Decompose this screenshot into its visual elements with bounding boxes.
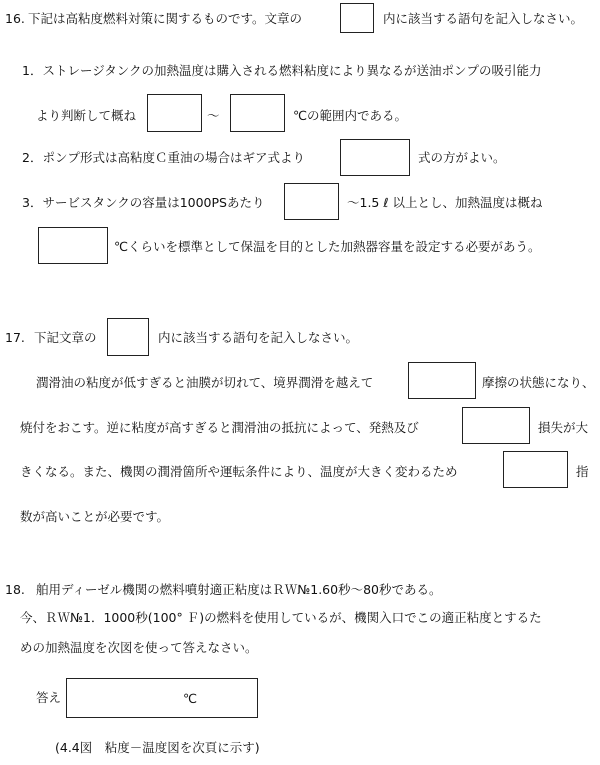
q18-figure-note: (4.4図 粘度－温度図を次頁に示す): [55, 740, 260, 755]
q17-number: 17.: [5, 330, 25, 345]
q16-item3-answer-box-1[interactable]: [284, 183, 339, 220]
q17-line2-pre: 焼付をおこす。逆に粘度が高すぎると潤滑油の抵抗によって、発熱及び: [20, 420, 419, 435]
q17-line3-post: 指: [576, 464, 589, 479]
q18-line1: 舶用ディーゼル機関の燃料噴射適正粘度はＲＷ№1.60秒～80秒である。: [36, 582, 442, 597]
q18-answer-box[interactable]: [66, 678, 258, 718]
q16-item2-answer-box[interactable]: [340, 139, 410, 176]
q17-answer-box-2[interactable]: [462, 407, 530, 444]
q16-item3-answer-box-2[interactable]: [38, 227, 108, 264]
q16-item3-line1-pre: 3．サービスタンクの容量は1000PSあたり: [22, 195, 265, 210]
q17-answer-box-3[interactable]: [503, 451, 568, 488]
q18-answer-unit: ℃: [183, 691, 198, 706]
q16-item1-line2-post: ℃の範囲内である。: [293, 108, 408, 123]
q18-answer-label: 答え: [36, 690, 62, 705]
q16-item3-line1-post: ～1.5 ℓ 以上とし、加熱温度は概ね: [347, 195, 543, 210]
q18-line2: 今、ＲＷ№1．1000秒(100° Ｆ)の燃料を使用しているが、機関入口でこの適正粘度とするた: [20, 610, 542, 625]
q16-item1-line2-pre: より判断して概ね: [36, 108, 137, 123]
q16-intro-pre: 下記は高粘度燃料対策に関するものです。文章の: [28, 11, 303, 26]
q16-item1-tilde: ～: [207, 108, 220, 123]
q17-line1-post: 摩擦の状態になり、: [482, 375, 595, 390]
q16-item2-pre: 2．ポンプ形式は高粘度Ｃ重油の場合はギア式より: [22, 150, 305, 165]
q17-answer-box-1[interactable]: [408, 362, 476, 399]
q16-number: 16.: [5, 11, 25, 26]
q17-intro-pre: 下記文章の: [34, 330, 97, 345]
q18-number: 18.: [5, 582, 25, 597]
q16-intro-blank-box: [340, 3, 374, 33]
q18-line3: めの加熱温度を次図を使って答えなさい。: [20, 640, 258, 655]
q17-line3-pre: きくなる。また、機関の潤滑箇所や運転条件により、温度が大きく変わるため: [20, 464, 458, 479]
q17-line4: 数が高いことが必要です。: [20, 509, 170, 524]
q16-item1-answer-box-2[interactable]: [230, 94, 285, 132]
q16-item2-post: 式の方がよい。: [418, 150, 506, 165]
q16-item3-line2-post: ℃くらいを標準として保温を目的とした加熱器容量を設定する必要があう。: [114, 239, 541, 254]
q17-line1-pre: 潤滑油の粘度が低すぎると油膜が切れて、境界潤滑を越えて: [36, 375, 374, 390]
q17-line2-post: 損失が大: [538, 420, 589, 435]
q16-item1-answer-box-1[interactable]: [147, 94, 202, 132]
q17-intro-post: 内に該当する語句を記入しなさい。: [158, 330, 359, 345]
q16-item1-line1: 1．ストレージタンクの加熱温度は購入される燃料粘度により異なるが送油ポンプの吸引能力: [22, 63, 542, 78]
q17-intro-blank-box: [107, 318, 149, 356]
q16-intro-post: 内に該当する語句を記入しなさい。: [383, 11, 584, 26]
